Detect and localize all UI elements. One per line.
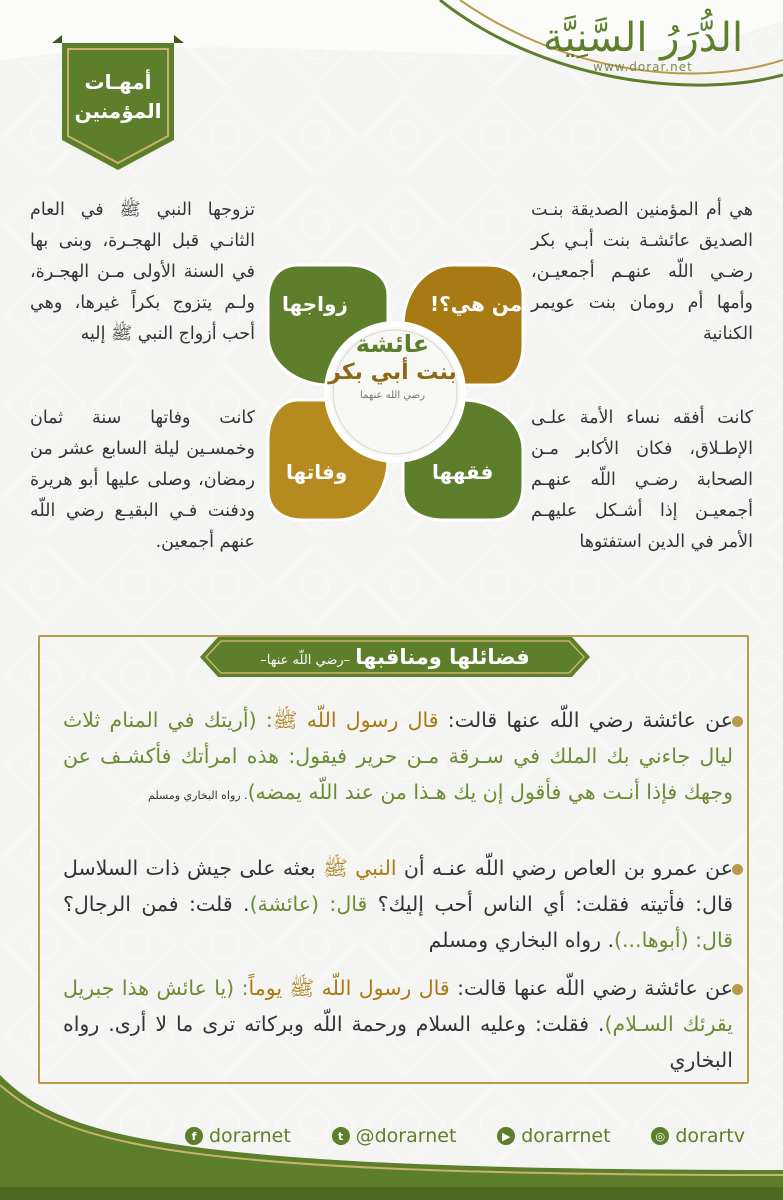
- hadith-2: [63, 850, 733, 958]
- ribbon-line2: المؤمنين: [74, 99, 162, 123]
- center-name-first: عائشة: [355, 330, 430, 358]
- ribbon-line1: أمهـات: [84, 70, 152, 94]
- ribbon-title: [52, 68, 184, 126]
- center-honorific: رضي الله عنهما: [360, 390, 425, 402]
- section-title: [200, 645, 590, 669]
- hadith-3: [63, 970, 733, 1078]
- social-youtube-handle: dorarrnet: [521, 1125, 611, 1147]
- social-twitter-handle: @dorarnet: [355, 1125, 457, 1147]
- social-instagram[interactable]: [651, 1125, 745, 1147]
- social-twitter[interactable]: [332, 1125, 457, 1147]
- fiqh-paragraph: كانت أفقه نساء الأمة علـى الإطـلاق، فكان الأكابر مـن الصحابة رضـي اللّه عنهـم أجمعيـن إذا أشـكل عليهـم الأمر في الدين استفتوها: [531, 408, 753, 552]
- logo-title: الدُّرَرُ السَّنِيَّة: [542, 15, 744, 61]
- hadith-1-source: . رواه البخاري ومسلم: [148, 789, 248, 802]
- youtube-icon: ▶: [497, 1127, 515, 1145]
- marriage-paragraph: تزوجها النبي ﷺ في العام الثانـي قبل الهجـرة، وبنى بها في السنة الأولى مـن الهجـرة، ولـم يتزوج بكراً غيرها، وهي أحب أزواج النبي ﷺ إليه: [30, 200, 255, 344]
- social-facebook-handle: dorarnet: [209, 1125, 291, 1147]
- hadith-1-intro: عن عائشة رضي اللّه عنها قالت:: [438, 708, 733, 732]
- logo-url: www.dorar.net: [593, 60, 693, 74]
- hadith-2-answer1: قال: (عائشة): [249, 892, 368, 916]
- hadith-2-text: بعثه على جيش ذات السلاسل قال: فأتيته فقلت: أي الناس أحب إليك؟: [63, 856, 733, 916]
- bullet-dot: [732, 864, 743, 875]
- who-paragraph: هي أم المؤمنين الصديقة بنـت الصديق عائشـة بنت أبـي بكر رضـي اللّه عنهـم أجمعيـن، وأمها أم رومان بنت عويمر الكنانية: [531, 200, 753, 344]
- instagram-icon: ◎: [651, 1127, 669, 1145]
- center-name-second: بنت أبي بكر: [328, 359, 457, 385]
- hadith-1-speaker: قال رسول اللّه ﷺ: [272, 708, 439, 732]
- hadith-1: [63, 702, 733, 814]
- hadith-2-intro: عن عمرو بن العاص رضي اللّه عنـه أن: [396, 856, 733, 880]
- petal-label-fiqh: فقهها: [432, 460, 494, 484]
- hadith-3-intro: عن عائشة رضي اللّه عنها قالت:: [449, 976, 734, 1000]
- bullet-dot: [732, 716, 743, 727]
- hadith-2-source: . رواه البخاري ومسلم: [428, 928, 615, 952]
- section-title-main: فضائلها ومناقبها: [355, 645, 530, 669]
- hadith-3-source: . فقلت: وعليه السلام ورحمة اللّه وبركاته ترى ما لا أرى. رواه البخاري: [63, 1012, 733, 1072]
- dorar-logo[interactable]: [523, 15, 763, 74]
- social-links: [185, 1125, 745, 1147]
- petal-label-death: وفاتها: [286, 460, 348, 484]
- bullet-dot: [732, 984, 743, 995]
- hadith-2-question: . قلت: فمن الرجال؟: [63, 892, 250, 916]
- hadith-3-speaker: قال رسول اللّه ﷺ يوماً: [248, 976, 450, 1000]
- facebook-icon: f: [185, 1127, 203, 1145]
- hadith-1-text: : (أريتك في المنام ثلاث ليال جاءني بك الملك في سـرقة مـن حرير فيقول: هذه امرأتك فأكشـف عن وجهك فإذا أنـت هي فأقول إن يك هـذا من عند اللّه يمضه): [63, 708, 733, 804]
- petal-label-who: من هي؟!: [430, 292, 523, 316]
- hadith-3-text: : (يا عائش هذا جبريل يقرئك السـلام): [63, 976, 733, 1036]
- social-youtube[interactable]: [497, 1125, 610, 1147]
- twitter-icon: t: [332, 1127, 350, 1145]
- social-instagram-handle: dorartv: [675, 1125, 745, 1147]
- center-name: [325, 330, 460, 401]
- hadith-2-prophet: النبي ﷺ: [322, 856, 397, 880]
- section-title-sub: –رضي اللّه عنها–: [260, 653, 351, 668]
- social-facebook[interactable]: [185, 1125, 291, 1147]
- death-paragraph: كانت وفاتها سنة ثمان وخمسـين ليلة السابع عشر من رمضان، وصلى عليها أبو هريرة ودفنت فـي البقيـع رضي اللّه عنهم أجمعين.: [30, 408, 255, 552]
- petal-label-marriage: زواجها: [282, 292, 348, 316]
- hadith-2-answer2: قال: (أبوها...): [614, 928, 733, 952]
